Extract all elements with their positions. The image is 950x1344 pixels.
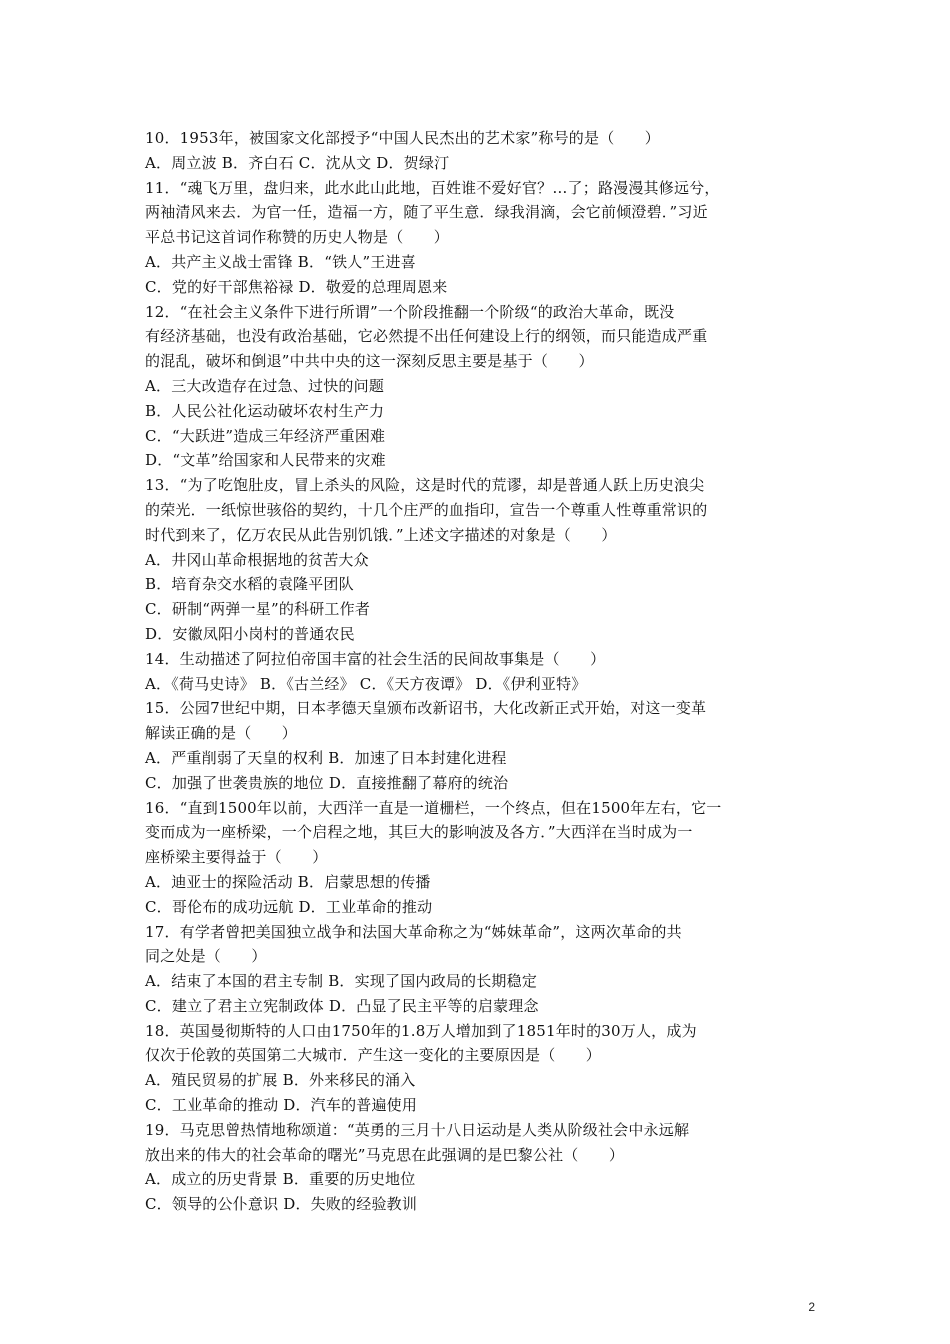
text-line: 同之处是（ ） — [145, 947, 267, 966]
text-line: C．“大跃进”造成三年经济严重困难 — [145, 426, 386, 445]
text-line: A．殖民贸易的扩展 B．外来移民的涌入 — [145, 1071, 416, 1090]
text-line: 仅次于伦敦的英国第二大城市．产生这一变化的主要原因是（ ） — [145, 1046, 602, 1065]
text-line: 18．英国曼彻斯特的人口由1750年的1.8万人增加到了1851年时的30万人，成为 — [145, 1021, 697, 1040]
text-line: 变而成为一座桥梁，一个启程之地，其巨大的影响波及各方．”大西洋在当时成为一 — [145, 823, 693, 842]
text-line: 19．马克思曾热情地称颂道：“英勇的三月十八日运动是人类从阶级社会中永远解 — [145, 1120, 690, 1139]
text-line: C．建立了君主立宪制政体 D．凸显了民主平等的启蒙理念 — [145, 996, 539, 1015]
text-line: 13．“为了吃饱肚皮，冒上杀头的风险，这是时代的荒谬，却是普通人跃上历史浪尖 — [145, 476, 705, 495]
text-line: B．培育杂交水稻的袁隆平团队 — [145, 575, 354, 594]
text-line: 15．公园7世纪中期，日本孝德天皇颁布改新诏书，大化改新正式开始，对这一变革 — [145, 699, 707, 718]
text-line: A．严重削弱了天皇的权利 B．加速了日本封建化进程 — [145, 748, 507, 767]
text-line: C．加强了世袭贵族的地位 D．直接推翻了幕府的统治 — [145, 773, 509, 792]
text-line: D．安徽凤阳小岗村的普通农民 — [145, 624, 355, 643]
text-line: 14．生动描述了阿拉伯帝国丰富的社会生活的民间故事集是（ ） — [145, 649, 606, 668]
text-line: A．井冈山革命根据地的贫苦大众 — [145, 550, 369, 569]
text-line: A．共产主义战士雷锋 B．“铁人”王进喜 — [145, 252, 416, 271]
text-line: D．“文革”给国家和人民带来的灾难 — [145, 451, 386, 470]
text-line: B．人民公社化运动破坏农村生产力 — [145, 401, 385, 420]
text-line: 解读正确的是（ ） — [145, 724, 298, 743]
text-line: C．研制“两弹一星”的科研工作者 — [145, 600, 371, 619]
text-line: A．迪亚士的探险活动 B．启蒙思想的传播 — [145, 872, 431, 891]
text-line: 有经济基础，也没有政治基础，它必然提不出任何建设上行的纲领，而只能造成严重 — [145, 327, 708, 346]
question-content — [145, 126, 815, 1217]
text-line: 座桥梁主要得益于（ ） — [145, 848, 328, 867]
text-line: 10．1953年，被国家文化部授予“中国人民杰出的艺术家”称号的是（ ） — [145, 129, 661, 147]
text-line: 16．“直到1500年以前，大西洋一直是一道栅栏，一个终点，但在1500年左右，它一 — [145, 798, 722, 817]
text-line: 11．“魂飞万里，盘归来，此水此山此地，百姓谁不爱好官？…了；路漫漫其修远兮， — [145, 178, 720, 197]
page-number: 2 — [808, 1300, 815, 1314]
text-line: 12．“在社会主义条件下进行所谓”一个阶段推翻一个阶级“的政治大革命，既没 — [145, 302, 675, 321]
text-line: C．哥伦布的成功远航 D．工业革命的推动 — [145, 897, 433, 916]
text-line: C．领导的公仆意识 D．失败的经验教训 — [145, 1195, 418, 1214]
text-line: 的荣光．一纸惊世骇俗的契约，十几个庄严的血指印，宣告一个尊重人性尊重常识的 — [145, 500, 708, 519]
text-line: C．党的好干部焦裕禄 D．敬爱的总理周恩来 — [145, 277, 448, 296]
text-line: 17．有学者曾把美国独立战争和法国大革命称之为“姊妹革命”，这两次革命的共 — [145, 922, 682, 941]
text-line: A．结束了本国的君主专制 B．实现了国内政局的长期稳定 — [145, 972, 538, 991]
text-line: A．成立的历史背景 B．重要的历史地位 — [145, 1170, 416, 1189]
text-line: 的混乱，破坏和倒退”中共中央的这一深刻反思主要是基于（ ） — [145, 352, 594, 371]
text-line: 平总书记这首词作称赞的历史人物是（ ） — [145, 228, 450, 247]
text-line: 时代到来了，亿万农民从此告别饥饿．”上述文字描述的对象是（ ） — [145, 525, 617, 544]
text-line: A．周立波 B．齐白石 C．沈从文 D．贺绿汀 — [145, 153, 450, 172]
text-line: A．《荷马史诗》 B．《古兰经》 C．《天方夜谭》 D．《伊利亚特》 — [145, 674, 587, 693]
text-line: 两袖清风来去．为官一任，造福一方，随了平生意．绿我涓滴，会它前倾澄碧．”习近 — [145, 203, 708, 222]
text-line: A．三大改造存在过急、过快的问题 — [145, 376, 385, 395]
text-line: 放出来的伟大的社会革命的曙光”马克思在此强调的是巴黎公社（ ） — [145, 1145, 625, 1164]
text-line: C．工业革命的推动 D．汽车的普遍使用 — [145, 1096, 418, 1115]
